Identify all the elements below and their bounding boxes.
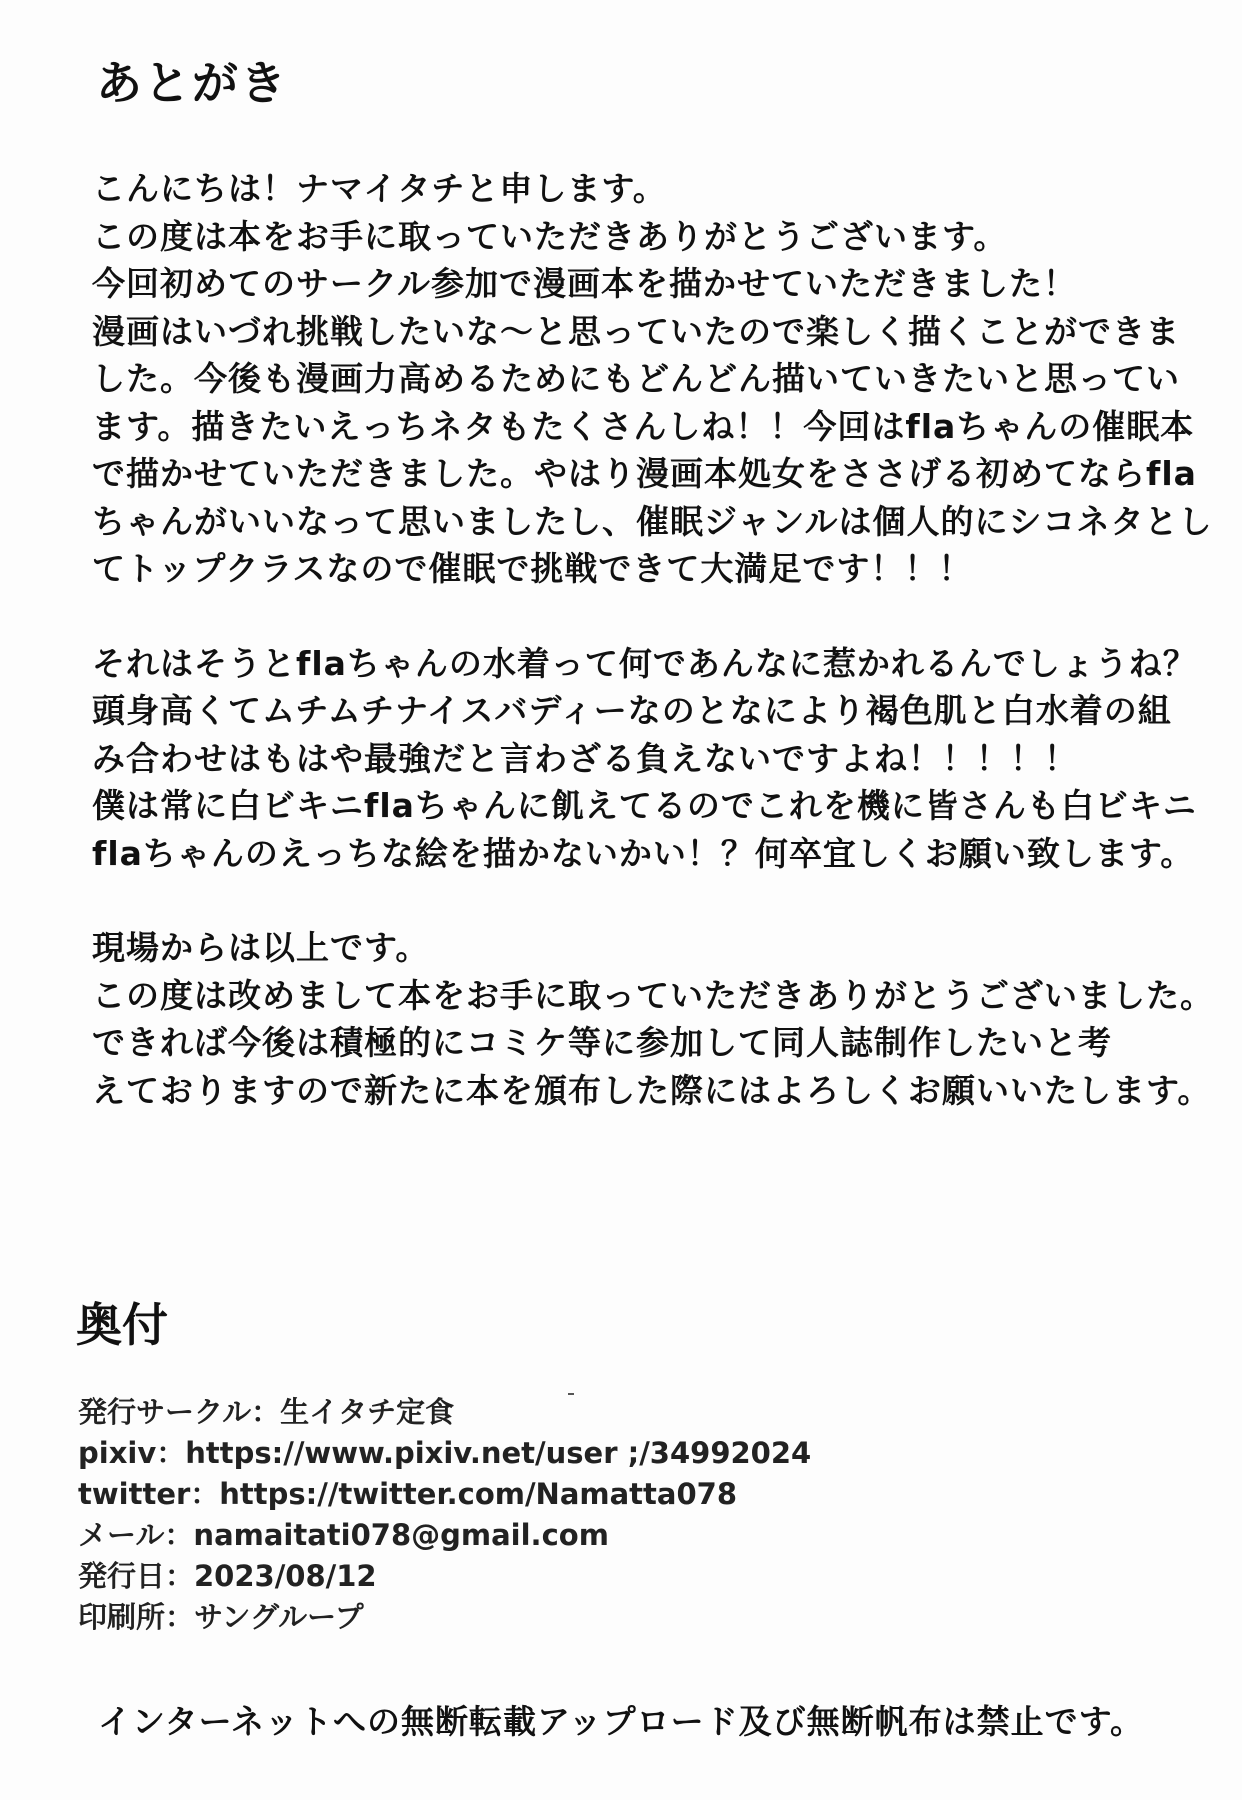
afterword-heading: あとがき <box>96 56 288 110</box>
text-line: ます。描きたいえっちネタもたくさんしね！！今回はflaちゃんの催眠本 <box>92 406 1195 446</box>
text-line: した。今後も漫画力高めるためにもどんどん描いていきたいと思ってい <box>92 359 1180 398</box>
text-line: で描かせていただきました。やはり漫画本処女をささげる初めてならfla <box>92 454 1197 493</box>
colophon-pixiv: pixiv：https://www.pixiv.net/user ;/34992024 <box>78 1436 812 1470</box>
text-line: それはそうとflaちゃんの水着って何であんなに惹かれるんでしょうね？ <box>92 643 1197 683</box>
afterword-paragraph-3 <box>92 924 1214 1114</box>
text-line: えておりますので新たに本を頒布した際にはよろしくお願いいたします。 <box>92 1070 1212 1110</box>
afterword-paragraph-1 <box>92 165 1213 593</box>
afterword-paragraph-2 <box>92 640 1197 878</box>
text-line: 今回初めてのサークル参加で漫画本を描かせていただきました！ <box>92 264 1078 303</box>
text-line: 現場からは以上です。 <box>92 928 430 967</box>
afterword-body <box>92 165 1214 1161</box>
text-line: ちゃんがいいなって思いましたし、催眠ジャンルは個人的にシコネタとし <box>92 501 1213 541</box>
colophon-twitter: twitter：https://twitter.com/Namatta078 <box>78 1477 738 1511</box>
text-line: てトップクラスなので催眠で挑戦できて大満足です！！！ <box>92 549 973 588</box>
colophon-printer: 印刷所：サングループ <box>78 1600 364 1634</box>
colophon-circle: 発行サークル：生イタチ定食 <box>78 1395 455 1429</box>
text-line: この度は改めまして本をお手に取っていただきありがとうございました。 <box>92 975 1214 1015</box>
colophon-heading: 奥付 <box>76 1298 168 1352</box>
text-line: こんにちは！ナマイタチと申します。 <box>92 169 667 208</box>
colophon-date: 発行日：2023/08/12 <box>78 1559 377 1593</box>
colophon-list <box>78 1392 811 1638</box>
copyright-notice: インターネットへの無断転載アップロード及び無断帆布は禁止です。 <box>97 1702 1145 1741</box>
text-line: 僕は常に白ビキニflaちゃんに飢えてるのでこれを機に皆さんも白ビキニ <box>92 786 1197 825</box>
text-line: 漫画はいづれ挑戦したいな～と思っていたので楽しく描くことができま <box>92 311 1180 351</box>
text-line: 頭身高くてムチムチナイスバディーなのとなにより褐色肌と白水着の組 <box>92 691 1172 730</box>
text-line: この度は本をお手に取っていただきありがとうございます。 <box>92 216 1008 256</box>
text-line: できれば今後は積極的にコミケ等に参加して同人誌制作したいと考 <box>92 1023 1112 1062</box>
colophon-email: メール：namaitati078@gmail.com <box>78 1518 609 1552</box>
text-line: み合わせはもはや最強だと言わざる負えないですよね！！！！！ <box>92 738 1078 778</box>
text-line: flaちゃんのえっちな絵を描かないかい！？何卒宜しくお願い致します。 <box>92 833 1195 873</box>
